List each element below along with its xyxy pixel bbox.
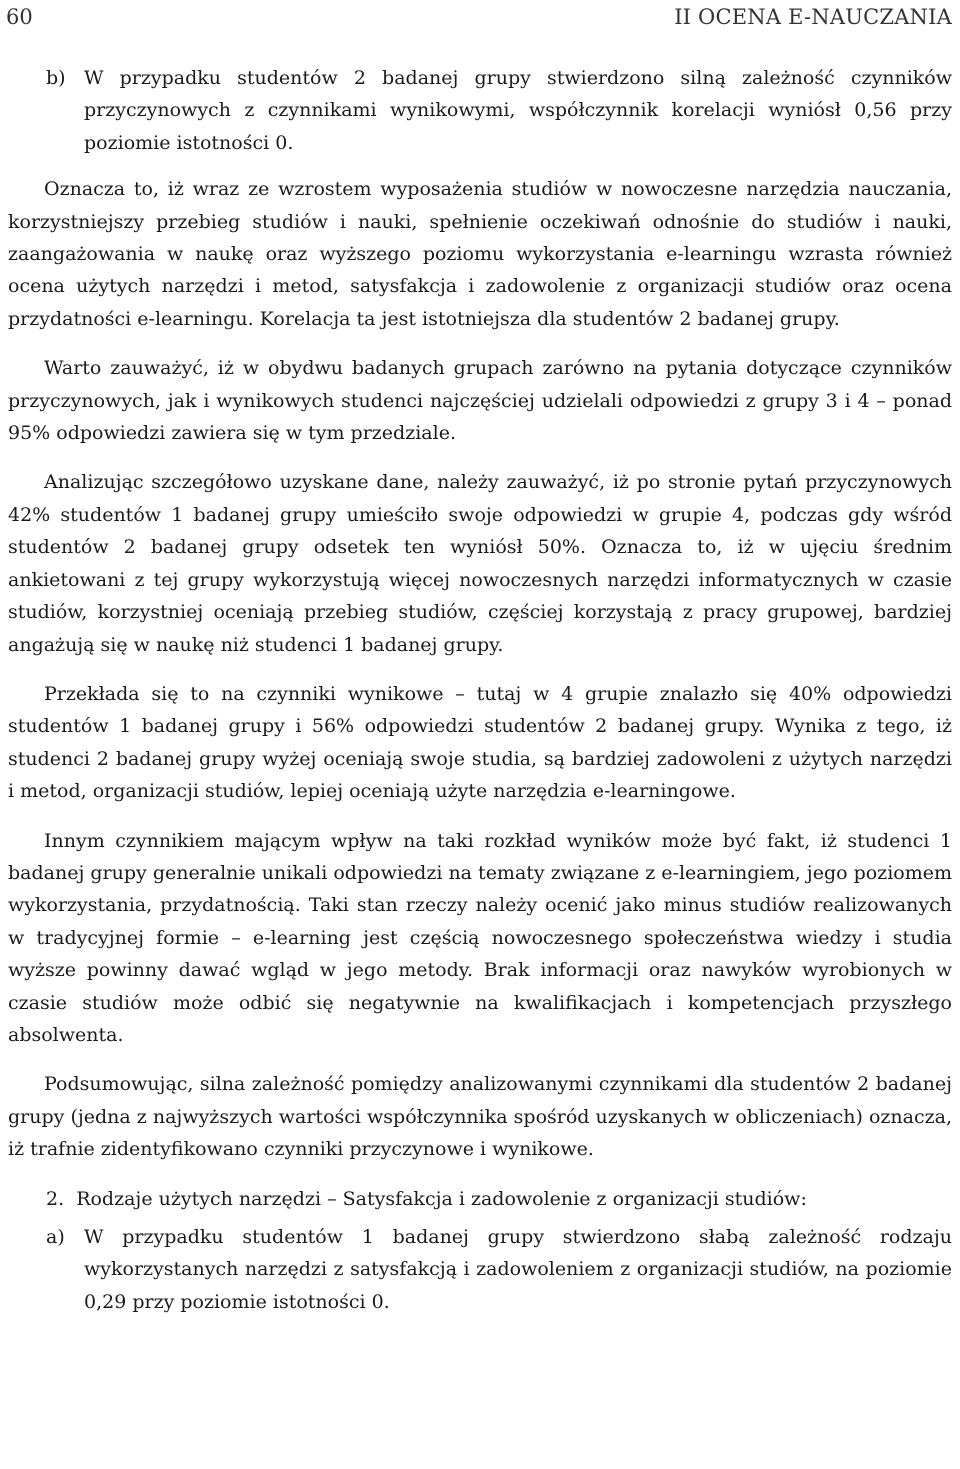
- list-marker: b): [46, 67, 66, 89]
- paragraph: Warto zauważyć, iż w obydwu badanych grupach zarówno na pytania dotyczące czynników przyczynowych, jak i wynikowych studenci najczęściej udzielali odpowiedzi z grupy 3 i 4 – ponad 95% odpowiedzi zawiera się w tym przedziale.: [8, 357, 952, 445]
- paragraph: Analizując szczegółowo uzyskane dane, należy zauważyć, iż po stronie pytań przyczynowych 42% studentów 1 badanej grupy umieściło swoje odpowiedzi w grupie 4, podczas gdy wśród studentów 2 badanej grupy odsetek ten wyniósł 50%. Oznacza to, iż w ujęciu średnim ankietowani z tej grupy wykorzystują więcej nowoczesnych narzędzi informatycznych w czasie studiów, korzystniej oceniają przebieg studiów, częściej korzystają z pracy grupowej, bardziej angażują się w naukę niż studenci 1 badanej grupy.: [8, 471, 952, 656]
- section-heading: [8, 1183, 952, 1215]
- list-marker: a): [46, 1226, 65, 1248]
- paragraph: Innym czynnikiem mającym wpływ na taki rozkład wyników może być fakt, iż studenci 1 badanej grupy generalnie unikali odpowiedzi na tematy związane z e-learningiem, jego poziomem wykorzystania, przydatnością. Taki stan rzeczy należy ocenić jako minus studiów realizowanych w tradycyjnej formie – e-learning jest częścią nowoczesnego społeczeństwa wiedzy i studia wyższe powinny dawać wgląd w jego metody. Brak informacji oraz nawyków wyrobionych w czasie studiów może odbić się negatywnie na kwalifikacjach i kompetencjach przyszłego absolwenta.: [8, 829, 952, 1046]
- list-item-text: W przypadku studentów 2 badanej grupy stwierdzono silną zależność czynników przyczynowych z czynnikami wynikowymi, współczynnik korelacji wyniósł 0,56 przy poziomie istotności 0.: [84, 67, 952, 154]
- section-title: Rodzaje użytych narzędzi – Satysfakcja i zadowolenie z organizacji studiów:: [76, 1187, 807, 1210]
- page-body: [8, 62, 952, 1336]
- list-item-a: [8, 1221, 952, 1318]
- section-number: 2.: [46, 1187, 65, 1210]
- paragraph: Oznacza to, iż wraz ze wzrostem wyposażenia studiów w nowoczesne narzędzia nauczania, korzystniejszy przebieg studiów i nauki, spełnienie oczekiwań odnośnie do studiów i nauki, zaangażowania w naukę oraz wyższego poziomu wykorzystania e-learningu wzrasta również ocena użytych narzędzi i metod, satysfakcja i zadowolenie z organizacji studiów oraz ocena przydatności e-learningu. Korelacja ta jest istotniejsza dla studentów 2 badanej grupy.: [8, 178, 952, 330]
- page-number: 60: [6, 5, 33, 29]
- running-head: II OCENA E-NAUCZANIA: [674, 5, 952, 29]
- paragraph: Podsumowując, silna zależność pomiędzy analizowanymi czynnikami dla studentów 2 badanej grupy (jedna z najwyższych wartości współczynnika spośród uzyskanych w obliczeniach) oznacza, iż trafnie zidentyfikowano czynniki przyczynowe i wynikowe.: [8, 1073, 952, 1161]
- page-header: [6, 2, 952, 32]
- paragraph: Przekłada się to na czynniki wynikowe – tutaj w 4 grupie znalazło się 40% odpowiedzi studentów 1 badanej grupy i 56% odpowiedzi studentów 2 badanej grupy. Wynika z tego, iż studenci 2 badanej grupy wyżej oceniają swoje studia, są bardziej zadowoleni z użytych narzędzi i metod, organizacji studiów, lepiej oceniają użyte narzędzia e-learningowe.: [8, 682, 952, 803]
- list-item-b: [8, 62, 952, 159]
- list-item-text: W przypadku studentów 1 badanej grupy stwierdzono słabą zależność rodzaju wykorzystanych narzędzi z satysfakcją i zadowoleniem z organizacji studiów, na poziomie 0,29 przy poziomie istotności 0.: [84, 1226, 952, 1313]
